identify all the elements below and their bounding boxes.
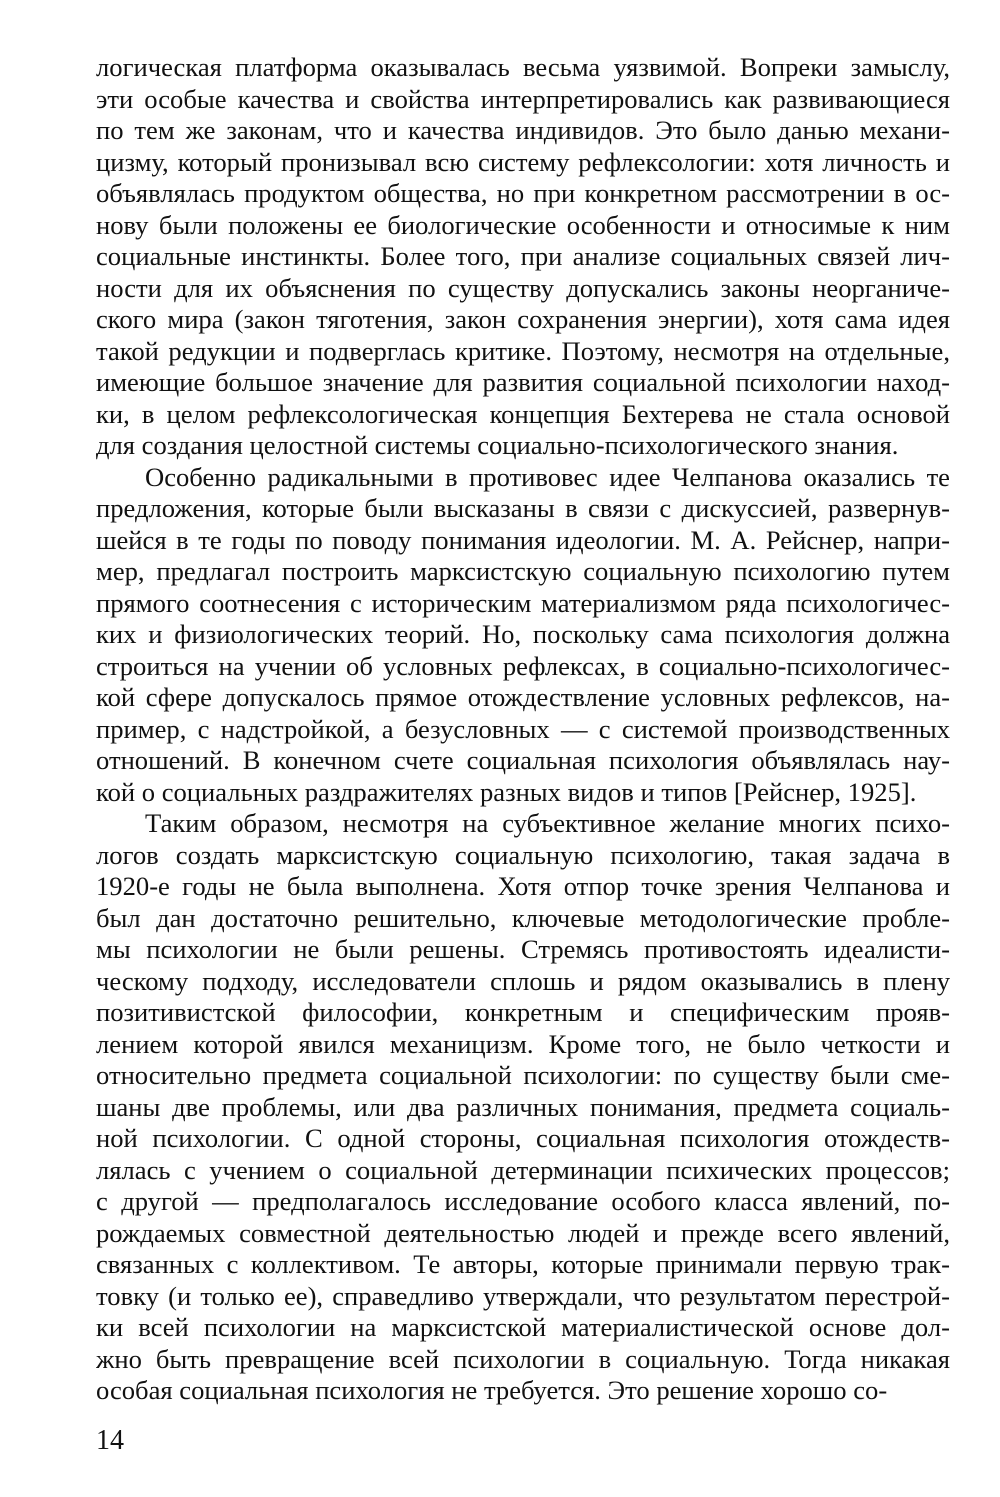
text-line: товку (и только ее), справедливо утверждали, что результатом перестрой- [96, 1280, 950, 1311]
page-body [96, 52, 950, 1407]
text-line: для создания целостной системы социально-психологического знания. [96, 430, 899, 460]
text-line: такой редукции и подверглась критике. Поэтому, несмотря на отдельные, [96, 335, 950, 366]
text-line: логическая платформа оказывалась весьма уязвимой. Вопреки замыслу, [96, 52, 950, 82]
paragraph [96, 808, 950, 1407]
text-line: Особенно радикальными в противовес идее Челпанова оказались те [145, 461, 950, 492]
text-line: особая социальная психология не требуется. Это решение хорошо со- [96, 1375, 888, 1405]
text-line: логов создать марксистскую социальную психологию, такая задача в [96, 839, 950, 870]
text-line: прямого соотнесения с историческим материализмом ряда психологичес- [96, 587, 950, 618]
text-line: кой о социальных раздражителях разных видов и типов [Рейснер, 1925]. [96, 776, 917, 807]
text-line: ческому подходу, исследователи сплошь и рядом оказывались в плену [96, 965, 950, 996]
text-line: позитивистской философии, конкретным и специфическим прояв- [96, 997, 950, 1027]
text-line: ких и физиологических теорий. Но, поскольку сама психология должна [96, 619, 950, 649]
text-line: кой сфере допускалось прямое отождествление условных рефлексов, на- [96, 682, 950, 712]
text-line: ки, в целом рефлексологическая концепция Бехтерева не стала основой [96, 398, 950, 429]
text-line: мы психологии не были решены. Стремясь противостоять идеалисти- [96, 934, 950, 964]
text-line: объявлялась продуктом общества, но при конкретном рассмотрении в ос- [96, 178, 950, 208]
text-line: цизму, который пронизывал всю систему рефлексологии: хотя личность и [96, 146, 950, 177]
text-line: лялась с учением о социальной детерминации психических процессов; [96, 1154, 950, 1185]
text-line: ского мира (закон тяготения, закон сохранения энергии), хотя сама идея [96, 304, 950, 334]
text-line: рождаемых совместной деятельностью людей и прежде всего явлений, [96, 1217, 950, 1248]
text-line: пример, с надстройкой, а безусловных — с системой производственных [96, 713, 950, 744]
paragraph [96, 52, 950, 462]
text-line: строиться на учении об условных рефлексах, в социально-психологичес- [96, 650, 950, 681]
text-line: 1920-е годы не была выполнена. Хотя отпор точке зрения Челпанова и [96, 871, 950, 901]
text-line: шейся в те годы по поводу понимания идеологии. М. А. Рейснер, напри- [96, 524, 950, 555]
text-line: имеющие большое значение для развития социальной психологии наход- [96, 367, 950, 397]
text-line: мер, предлагал построить марксистскую социальную психологию путем [96, 556, 950, 586]
text-line: по тем же законам, что и качества индивидов. Это было данью механи- [96, 115, 950, 145]
text-line: ности для их объяснения по существу допускались законы неорганиче- [96, 272, 950, 303]
text-line: Таким образом, несмотря на субъективное желание многих психо- [145, 808, 950, 838]
text-line: жно быть превращение всей психологии в социальную. Тогда никакая [96, 1343, 950, 1374]
text-line: относительно предмета социальной психологии: по существу были сме- [96, 1060, 950, 1090]
text-line: шаны две проблемы, или два различных понимания, предмета социаль- [96, 1091, 950, 1122]
text-line: нову были положены ее биологические особенности и относимые к ним [96, 209, 950, 240]
text-line: был дан достаточно решительно, ключевые методологические пробле- [96, 902, 950, 933]
text-line: с другой — предполагалось исследование особого класса явлений, по- [96, 1186, 950, 1216]
text-line: социальные инстинкты. Более того, при анализе социальных связей лич- [96, 241, 950, 271]
text-line: эти особые качества и свойства интерпретировались как развивающиеся [96, 83, 950, 114]
text-line: ки всей психологии на марксистской материалистической основе дол- [96, 1312, 950, 1342]
text-line: связанных с коллективом. Те авторы, которые принимали первую трак- [96, 1249, 950, 1279]
text-line: ной психологии. С одной стороны, социальная психология отождеств- [96, 1123, 950, 1153]
paragraph [96, 462, 950, 809]
page-number: 14 [96, 1425, 124, 1456]
text-line: отношений. В конечном счете социальная психология объявлялась нау- [96, 745, 950, 775]
text-line: предложения, которые были высказаны в связи с дискуссией, развернув- [96, 493, 950, 523]
text-line: лением которой явился механицизм. Кроме того, не было четкости и [96, 1028, 950, 1059]
